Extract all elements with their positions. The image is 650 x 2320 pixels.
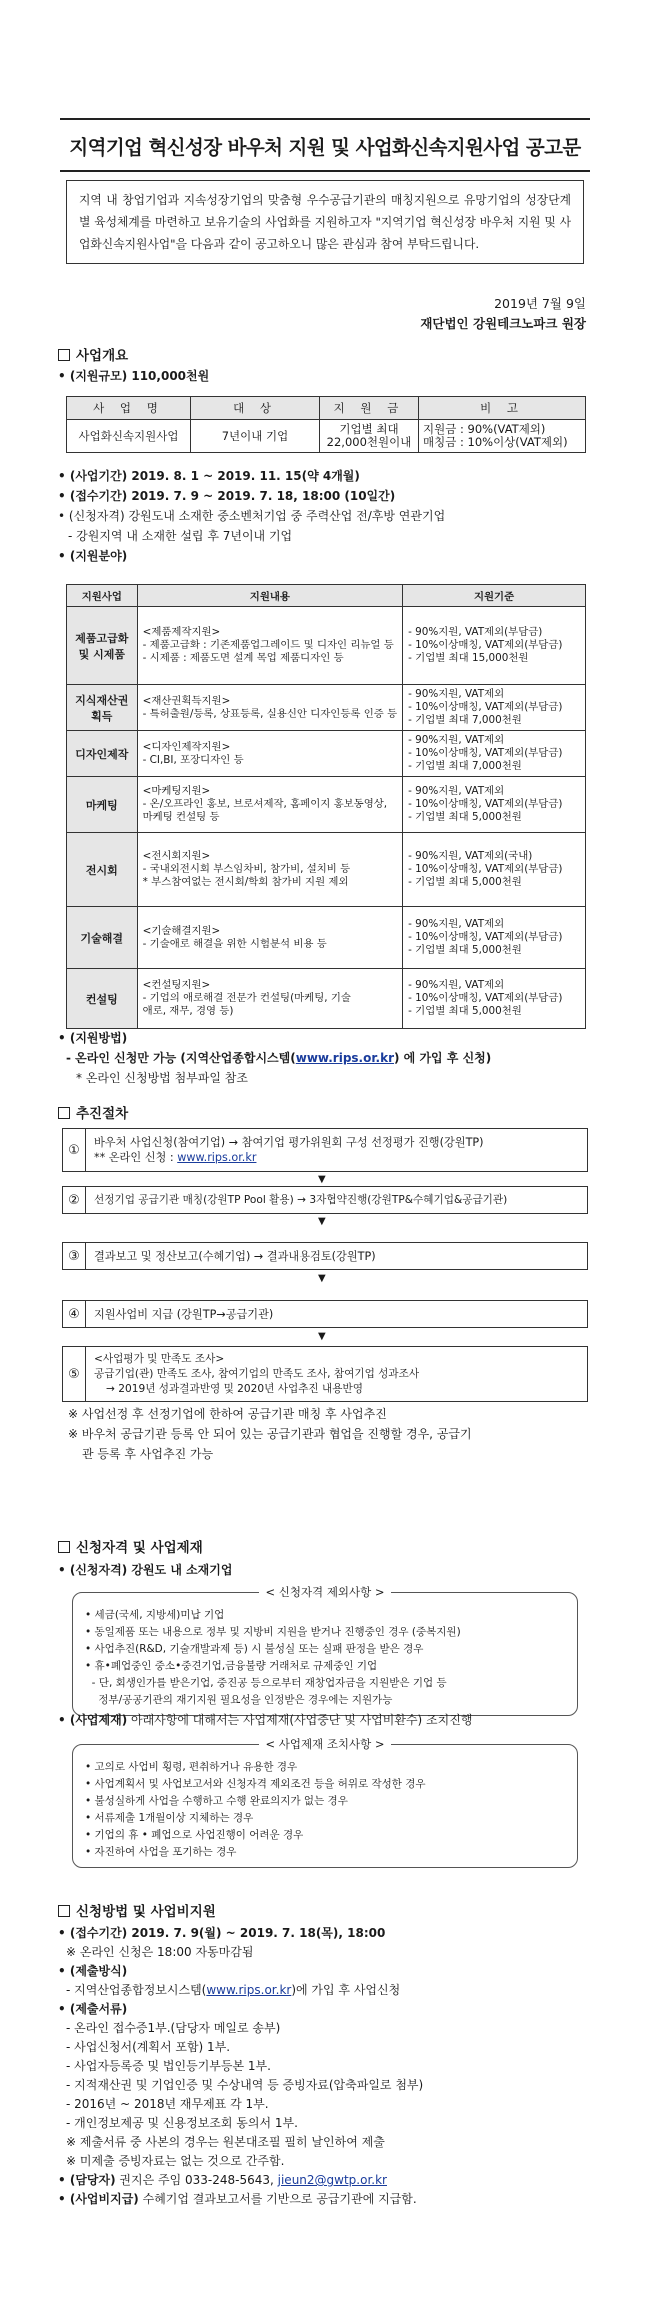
procedure-step-4: ④ 지원사업비 지급 (강원TP→공급기관): [62, 1300, 588, 1328]
list-item: • 세금(국세, 지방세)미납 기업: [85, 1609, 225, 1621]
down-arrow-icon: ▼: [318, 1174, 326, 1185]
rips-link[interactable]: www.rips.or.kr: [206, 1983, 292, 1997]
email-link[interactable]: jieun2@gwtp.or.kr: [277, 2173, 387, 2187]
table-row: [67, 907, 586, 969]
overview-details: [58, 468, 594, 565]
section-heading: 사업개요: [58, 344, 594, 364]
field-category: 지식재산권 획득: [67, 685, 138, 731]
field-content: <기술해결지원> - 기술애로 해결을 위한 시험분석 비용 등: [137, 907, 403, 969]
checkbox-bullet-icon: [58, 349, 70, 361]
field-content: <재산권획득지원> - 특허출원/등록, 상표등록, 실용신안 디자인등록 인증 등: [137, 685, 403, 731]
col-header: 지원내용: [137, 585, 403, 607]
section-heading: 신청자격 및 사업제재: [58, 1536, 594, 1556]
method-note: * 온라인 신청방법 첨부파일 참조: [76, 1071, 248, 1085]
col-header: 지 원 금: [320, 397, 419, 420]
field-category: 기술해결: [67, 907, 138, 969]
list-item: - 지적재산권 및 기업인증 및 수상내역 등 증빙자료(압축파일로 첨부): [66, 2078, 424, 2092]
amount: 기업별 최대 22,000천원이내: [320, 420, 419, 453]
method-line: - 온라인 신청만 가능 (지역산업종합시스템(www.rips.or.kr) 에 가입 후 신청): [66, 1051, 492, 1065]
section-overview: [58, 344, 594, 385]
target: 7년이내 기업: [191, 420, 320, 453]
note: ※ 온라인 신청은 18:00 자동마감됨: [66, 1945, 254, 1959]
issuer: 재단법인 강원테크노파크 원장: [420, 316, 586, 331]
field-category: 디자인제작: [67, 731, 138, 777]
field-criteria: - 90%지원, VAT제외 - 10%이상매칭, VAT제외(부담금) - 기업별 최대 5,000천원: [403, 777, 586, 833]
section-heading: 신청방법 및 사업비지원: [58, 1900, 594, 1920]
down-arrow-icon: ▼: [318, 1216, 326, 1227]
list-item: • 서류제출 1개월이상 지체하는 경우: [85, 1812, 254, 1824]
list-item: • 기업의 휴 • 폐업으로 사업진행이 어려운 경우: [85, 1829, 304, 1841]
list-item: ※ 미제출 증빙자료는 없는 것으로 간주함.: [66, 2154, 285, 2168]
field-category: 마케팅: [67, 777, 138, 833]
field-table-wrap: [66, 584, 586, 1029]
method-label: • (지원방법): [58, 1031, 128, 1045]
down-arrow-icon: ▼: [318, 1273, 326, 1284]
sanction-line: • (사업제재) 아래사항에 대해서는 사업제재(사업중단 및 사업비환수) 조치진행: [58, 1713, 473, 1727]
field-criteria: - 90%지원, VAT제외 - 10%이상매칭, VAT제외(부담금) - 기업별 최대 5,000천원: [403, 907, 586, 969]
list-item: - 사업신청서(계획서 포함) 1부.: [66, 2040, 231, 2054]
col-header: 지원기준: [403, 585, 586, 607]
contact-line: • (담당자) 권지은 주임 033-248-5643, jieun2@gwtp.or.kr: [58, 2173, 387, 2187]
eligibility: • (신청자격) 강원도 내 소재기업: [58, 1563, 233, 1577]
checkbox-bullet-icon: [58, 1541, 70, 1553]
field-criteria: - 90%지원, VAT제외 - 10%이상매칭, VAT제외(부담금) - 기업별 최대 7,000천원: [403, 685, 586, 731]
field-criteria: - 90%지원, VAT제외(부담금) - 10%이상매칭, VAT제외(부담금) - 기업별 최대 15,000천원: [403, 607, 586, 685]
field-category: 제품고급화 및 시제품: [67, 607, 138, 685]
col-header: 비 고: [419, 397, 586, 420]
sanction-box: [72, 1737, 578, 1868]
list-item: - 2016년 ~ 2018년 재무제표 각 1부.: [66, 2097, 269, 2111]
list-item: • 사업추진(R&D, 기술개발과제 등) 시 불성실 또는 실패 판정을 받은 경우: [85, 1643, 424, 1655]
field-criteria: - 90%지원, VAT제외(국내) - 10%이상매칭, VAT제외(부담금) - 기업별 최대 5,000천원: [403, 833, 586, 907]
section-procedure: [58, 1102, 594, 1122]
exclusion-title: < 신청자격 제외사항 >: [259, 1585, 390, 1599]
list-item: • 사업계획서 및 사업보고서와 신청자격 제외조건 등을 허위로 작성한 경우: [85, 1778, 426, 1790]
procedure-step-1: ① 바우처 사업신청(참여기업) → 참여기업 평가위원회 구성 선정평가 진행(강원TP) ** 온라인 신청 : www.rips.or.kr: [62, 1128, 588, 1172]
table-row: [67, 833, 586, 907]
page-title: 지역기업 혁신성장 바우처 지원 및 사업화신속지원사업 공고문: [69, 136, 581, 159]
section-application: [58, 1900, 594, 2208]
section-heading: 추진절차: [58, 1102, 594, 1122]
field-category: 전시회: [67, 833, 138, 907]
list-item: ※ 제출서류 중 사본의 경우는 원본대조필 필히 날인하여 제출: [66, 2135, 385, 2149]
down-arrow-icon: ▼: [318, 1331, 326, 1342]
col-header: 지원사업: [67, 585, 138, 607]
submit-line: - 지역산업종합정보시스템(www.rips.or.kr)에 가입 후 사업신청: [66, 1983, 401, 1997]
title-bar: [60, 118, 590, 172]
project-period: • (사업기간) 2019. 8. 1 ~ 2019. 11. 15(약 4개월): [58, 469, 360, 483]
col-header: 대 상: [191, 397, 320, 420]
notice-date: 2019년 7월 9일: [494, 296, 586, 311]
field-content: <마케팅지원> - 온/오프라인 홍보, 브로셔제작, 홈페이지 홍보동영상, 마케팅 컨설팅 등: [137, 777, 403, 833]
procedure-step-2: ② 선정기업 공급기관 매칭(강원TP Pool 활용) → 3자협약진행(강원TP&수혜기업&공급기관): [62, 1186, 588, 1214]
list-item: • 고의로 사업비 횡령, 편취하거나 유용한 경우: [85, 1761, 298, 1773]
payment-line: • (사업비지급) 수혜기업 결과보고서를 기반으로 공급기관에 지급함.: [58, 2192, 417, 2206]
list-item: • 동일제품 또는 내용으로 정부 및 지방비 지원을 받거나 진행중인 경우 (중복지원): [85, 1626, 461, 1638]
note: ※ 바우처 공급기관 등록 안 되어 있는 공급기관과 협업을 진행할 경우, 공급기: [68, 1427, 472, 1441]
note: 관 등록 후 사업추진 가능: [82, 1447, 214, 1461]
list-item: • 불성실하게 사업을 수행하고 수행 완료의지가 없는 경우: [85, 1795, 348, 1807]
table-row: [67, 685, 586, 731]
overview-table: [66, 396, 586, 453]
list-item: - 사업자등록증 및 법인등기부등본 1부.: [66, 2059, 271, 2073]
col-header: 사 업 명: [67, 397, 191, 420]
field-category: 컨설팅: [67, 969, 138, 1029]
checkbox-bullet-icon: [58, 1107, 70, 1119]
table-row: [67, 607, 586, 685]
rips-link[interactable]: www.rips.or.kr: [295, 1051, 395, 1065]
eligibility-sub: - 강원지역 내 소재한 설립 후 7년이내 기업: [68, 529, 293, 543]
receipt-period: • (접수기간) 2019. 7. 9(월) ~ 2019. 7. 18(목), 18:00: [58, 1926, 386, 1940]
list-item: - 온라인 접수증1부.(담당자 메일로 송부): [66, 2021, 281, 2035]
intro-box: 지역 내 창업기업과 지속성장기업의 맞춤형 우수공급기관의 매칭지원으로 유망기업의 성장단계별 육성체계를 마련하고 보유기술의 사업화를 지원하고자 "지역기업 혁신성장 바우처 지원 및 사업화신속지원사업"을 다음과 같이 공고하오니 많은 관심과 참여 부탁드립니다.: [66, 180, 584, 264]
support-method: [58, 1030, 594, 1087]
rips-link[interactable]: www.rips.or.kr: [177, 1151, 257, 1164]
submit-label: • (제출방식): [58, 1964, 128, 1978]
list-item: - 단, 회생인가를 받은기업, 중진공 등으로부터 재창업자금을 지원받은 기업 등: [85, 1677, 447, 1689]
field-content: <컨설팅지원> - 기업의 애로해결 전문가 컨설팅(마케팅, 기술 애로, 재무, 경영 등): [137, 969, 403, 1029]
sanction-title: < 사업제재 조치사항 >: [259, 1737, 390, 1751]
receipt-period: • (접수기간) 2019. 7. 9 ~ 2019. 7. 18, 18:00 (10일간): [58, 489, 396, 503]
docs-label: • (제출서류): [58, 2002, 128, 2016]
field-content: <제품제작지원> - 제품고급화 : 기존제품업그레이드 및 디자인 리뉴얼 등 - 시제품 : 제품도면 설계 목업 제품디자인 등: [137, 607, 403, 685]
support-scale: • (지원규모) 110,000천원: [58, 369, 210, 383]
procedure-step-3: ③ 결과보고 및 정산보고(수혜기업) → 결과내용검토(강원TP): [62, 1242, 588, 1270]
procedure-notes: [68, 1406, 594, 1463]
field-criteria: - 90%지원, VAT제외 - 10%이상매칭, VAT제외(부담금) - 기업별 최대 7,000천원: [403, 731, 586, 777]
field-content: <디자인제작지원> - CI,BI, 포장디자인 등: [137, 731, 403, 777]
field-content: <전시회지원> - 국내외전시회 부스임차비, 참가비, 설치비 등 * 부스참여없는 전시회/학회 참가비 지원 제외: [137, 833, 403, 907]
table-row: [67, 969, 586, 1029]
field-criteria: - 90%지원, VAT제외 - 10%이상매칭, VAT제외(부담금) - 기업별 최대 5,000천원: [403, 969, 586, 1029]
list-item: - 개인정보제공 및 신용정보조회 동의서 1부.: [66, 2116, 298, 2130]
table-row: [67, 731, 586, 777]
exclusion-box: [72, 1585, 578, 1716]
overview-table-wrap: [66, 396, 586, 453]
eligibility: • (신청자격) 강원도내 소재한 중소벤처기업 중 주력산업 전/후방 연관기업: [58, 509, 446, 523]
note: ※ 사업선정 후 선정기업에 한하여 공급기관 매칭 후 사업추진: [68, 1407, 387, 1421]
support-field-table: [66, 584, 586, 1029]
section-eligibility: [58, 1536, 594, 1579]
note: 지원금 : 90%(VAT제외) 매칭금 : 10%이상(VAT제외): [419, 420, 586, 453]
table-row: [67, 777, 586, 833]
checkbox-bullet-icon: [58, 1905, 70, 1917]
list-item: • 자진하여 사업을 포기하는 경우: [85, 1846, 237, 1858]
program-name: 사업화신속지원사업: [67, 420, 191, 453]
procedure-step-5: ⑤ <사업평가 및 만족도 조사> 공급기업(관) 만족도 조사, 참여기업의 만족도 조사, 참여기업 성과조사 → 2019년 성과결과반영 및 2020년 사업추진 내용반영: [62, 1346, 588, 1402]
field-label: • (지원분야): [58, 549, 128, 563]
list-item: • 휴•폐업중인 중소•중견기업,금융불량 거래처로 규제중인 기업: [85, 1660, 378, 1672]
table-row: [67, 420, 586, 453]
list-item: 정부/공공기관의 재기지원 필요성을 인정받은 경우에는 지원가능: [85, 1694, 393, 1706]
